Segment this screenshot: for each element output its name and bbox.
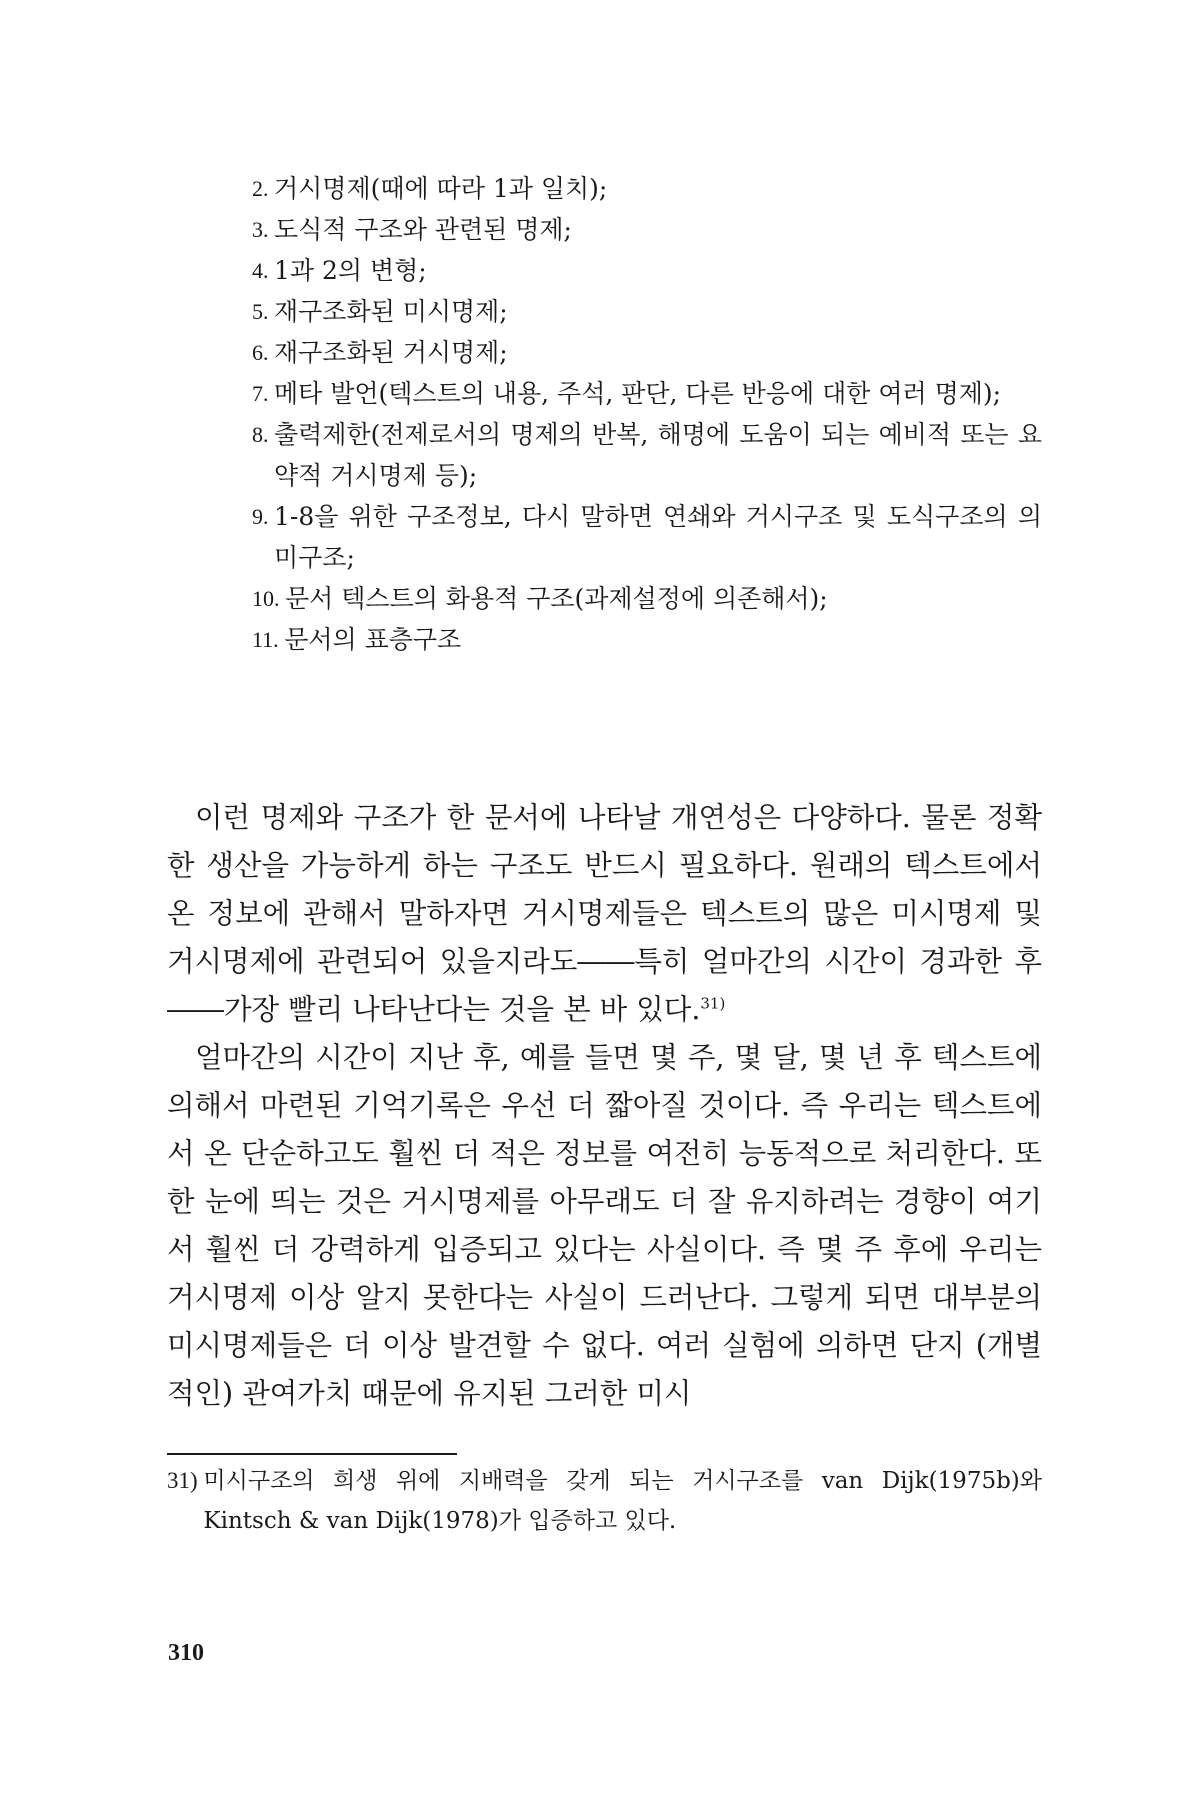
list-item-number: 4. [252, 258, 274, 283]
footnote-reference: 31) [700, 994, 726, 1013]
list-item [252, 209, 1042, 250]
list-item [252, 373, 1042, 414]
list-item-text: 재구조화된 미시명제; [274, 297, 508, 326]
footnote-text: 미시구조의 희생 위에 지배력을 갖게 되는 거시구조를 van Dijk(1975b)와 Kintsch & van Dijk(1978)가 입증하고 있다. [203, 1468, 1042, 1534]
list-item [252, 250, 1042, 291]
list-item [252, 291, 1042, 332]
list-item-text: 1과 2의 변형; [274, 256, 427, 285]
numbered-list [252, 168, 1042, 660]
list-item [252, 168, 1042, 209]
list-item-number: 11. [252, 627, 285, 652]
list-item [252, 496, 1042, 578]
body-paragraph [167, 794, 1042, 1034]
list-item-number: 6. [252, 340, 274, 365]
list-item-number: 5. [252, 299, 274, 324]
list-item-number: 7. [252, 381, 274, 406]
list-item-number: 3. [252, 217, 274, 242]
list-item-text: 메타 발언(텍스트의 내용, 주석, 판단, 다른 반응에 대한 여러 명제); [274, 379, 1002, 408]
page-number: 310 [168, 1640, 204, 1666]
footnote-divider [167, 1453, 457, 1455]
list-item-text: 거시명제(때에 따라 1과 일치); [274, 174, 608, 203]
list-item [252, 332, 1042, 373]
list-item-number: 10. [252, 586, 285, 611]
body-text [167, 794, 1042, 1418]
list-item [252, 578, 1042, 619]
list-item [252, 414, 1042, 496]
footnote [167, 1461, 1042, 1541]
body-paragraph-text: 이런 명제와 구조가 한 문서에 나타날 개연성은 다양하다. 물론 정확한 생산을 가능하게 하는 구조도 반드시 필요하다. 원래의 텍스트에서 온 정보에 관해서 말하자면 거시명제들은 텍스트의 많은 미시명제 및 거시명제에 관련되어 있을지라도――특히 얼마간의 시간이 경과한 후――가장 빨리 나타난다는 것을 본 바 있다. [167, 801, 1042, 1026]
body-paragraph-text: 얼마간의 시간이 지난 후, 예를 들면 몇 주, 몇 달, 몇 년 후 텍스트에 의해서 마련된 기억기록은 우선 더 짧아질 것이다. 즉 우리는 텍스트에서 온 단순하고도 훨씬 더 적은 정보를 여전히 능동적으로 처리한다. 또한 눈에 띄는 것은 거시명제를 아무래도 더 잘 유지하려는 경향이 여기서 훨씬 더 강력하게 입증되고 있다는 사실이다. 즉 몇 주 후에 우리는 거시명제 이상 알지 못한다는 사실이 드러난다. 그렇게 되면 대부분의 미시명제들은 더 이상 발견할 수 없다. 여러 실험에 의하면 단지 (개별적인) 관여가치 때문에 유지된 그러한 미시 [167, 1041, 1042, 1410]
list-item-number: 8. [252, 422, 274, 447]
list-item-number: 2. [252, 176, 274, 201]
footnote-number: 31) [167, 1468, 204, 1493]
list-item [252, 619, 1042, 660]
list-item-text: 도식적 구조와 관련된 명제; [274, 215, 572, 244]
list-item-text: 1-8을 위한 구조정보, 다시 말하면 연쇄와 거시구조 및 도식구조의 의미구조; [274, 502, 1042, 572]
list-item-text: 출력제한(전제로서의 명제의 반복, 해명에 도움이 되는 예비적 또는 요약적 거시명제 등); [274, 420, 1042, 490]
list-item-text: 문서의 표층구조 [284, 625, 462, 654]
list-item-text: 문서 텍스트의 화용적 구조(과제설정에 의존해서); [285, 584, 828, 613]
body-paragraph [167, 1034, 1042, 1418]
list-item-text: 재구조화된 거시명제; [274, 338, 508, 367]
list-item-number: 9. [252, 504, 274, 529]
